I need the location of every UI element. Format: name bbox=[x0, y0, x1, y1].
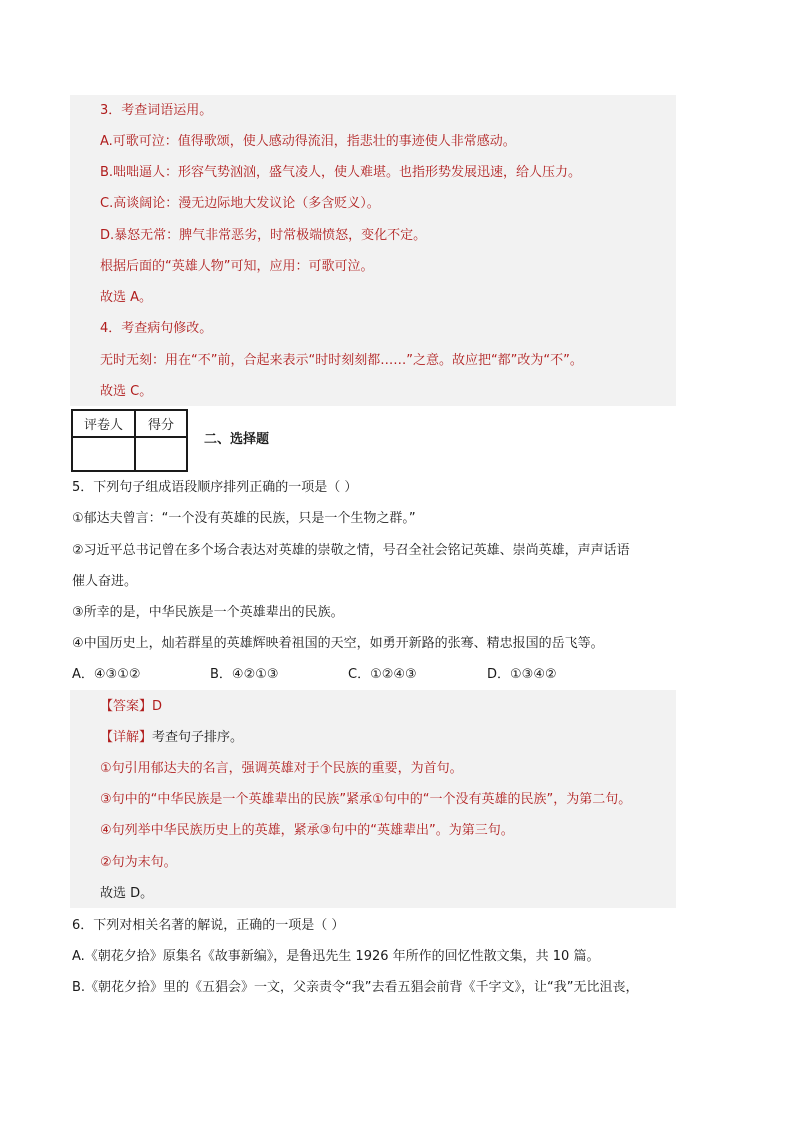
q5-sentence-2a: ②习近平总书记曾在多个场合表达对英雄的崇敬之情，号召全社会铭记英雄、崇尚英雄，声声话语 bbox=[72, 543, 630, 558]
q5-sentence-4: ④中国历史上，灿若群星的英雄辉映着祖国的天空，如勇开新路的张骞、精忠报国的岳飞等。 bbox=[72, 636, 604, 651]
q5-detail bbox=[100, 729, 243, 747]
q6-option-a: A.《朝花夕拾》原集名《故事新编》，是鲁迅先生 1926 年所作的回忆性散文集，共 10 篇。 bbox=[72, 949, 600, 964]
q5-explain-1: ①句引用郁达夫的名言，强调英雄对于个民族的重要，为首句。 bbox=[100, 761, 463, 776]
q4-title: 4．考查病句修改。 bbox=[100, 321, 213, 336]
q5-option-b: B．④②①③ bbox=[210, 667, 279, 682]
q3-option-d: D.暴怒无常：脾气非常恶劣，时常极端愤怒，变化不定。 bbox=[100, 228, 427, 243]
q6-option-b: B.《朝花夕拾》里的《五猖会》一文，父亲责令“我”去看五猖会前背《千字文》，让“我”无比沮丧， bbox=[72, 980, 639, 995]
q5-explain-3: ④句列举中华民族历史上的英雄，紧承③句中的“英雄辈出”。为第三句。 bbox=[100, 823, 514, 838]
reviewer-header: 评卷人 bbox=[72, 410, 135, 437]
q5-explain-2: ③句中的“中华民族是一个英雄辈出的民族”紧承①句中的“一个没有英雄的民族”，为第二句。 bbox=[100, 792, 632, 807]
q5-detail-text: 考查句子排序。 bbox=[152, 730, 244, 745]
q5-sentence-2b: 催人奋进。 bbox=[72, 574, 138, 589]
score-table bbox=[71, 409, 188, 472]
q4-choice: 故选 C。 bbox=[100, 384, 153, 399]
q5-option-d: D．①③④② bbox=[487, 667, 557, 682]
q4-explain: 无时无刻：用在“不”前，合起来表示“时时刻刻都……”之意。故应把“都”改为“不”。 bbox=[100, 353, 583, 368]
q5-sentence-3: ③所幸的是，中华民族是一个英雄辈出的民族。 bbox=[72, 605, 344, 620]
q5-option-c: C．①②④③ bbox=[348, 667, 417, 682]
q3-choice: 故选 A。 bbox=[100, 290, 153, 305]
score-cell bbox=[135, 437, 187, 471]
reviewer-cell bbox=[72, 437, 135, 471]
q5-detail-label: 【详解】 bbox=[100, 730, 153, 745]
q5-stem: 5．下列句子组成语段顺序排列正确的一项是（ ） bbox=[72, 480, 358, 495]
score-header: 得分 bbox=[135, 410, 187, 437]
q3-option-b: B.咄咄逼人：形容气势汹汹，盛气凌人，使人难堪。也指形势发展迅速，给人压力。 bbox=[100, 165, 582, 180]
section-title: 二、选择题 bbox=[204, 432, 270, 447]
q6-stem: 6．下列对相关名著的解说，正确的一项是（ ） bbox=[72, 918, 345, 933]
q5-choice: 故选 D。 bbox=[100, 886, 154, 901]
q5-option-a: A．④③①② bbox=[72, 667, 141, 682]
q3-option-a: A.可歌可泣：值得歌颂，使人感动得流泪，指悲壮的事迹使人非常感动。 bbox=[100, 134, 516, 149]
q3-title: 3．考查词语运用。 bbox=[100, 103, 213, 118]
q5-answer: 【答案】D bbox=[100, 699, 163, 714]
q5-explain-4: ②句为末句。 bbox=[100, 855, 177, 870]
q3-basis: 根据后面的“英雄人物”可知，应用：可歌可泣。 bbox=[100, 259, 374, 274]
q3-option-c: C.高谈阔论：漫无边际地大发议论（多含贬义）。 bbox=[100, 196, 380, 211]
q5-sentence-1: ①郁达夫曾言：“一个没有英雄的民族，只是一个生物之群。” bbox=[72, 511, 416, 526]
